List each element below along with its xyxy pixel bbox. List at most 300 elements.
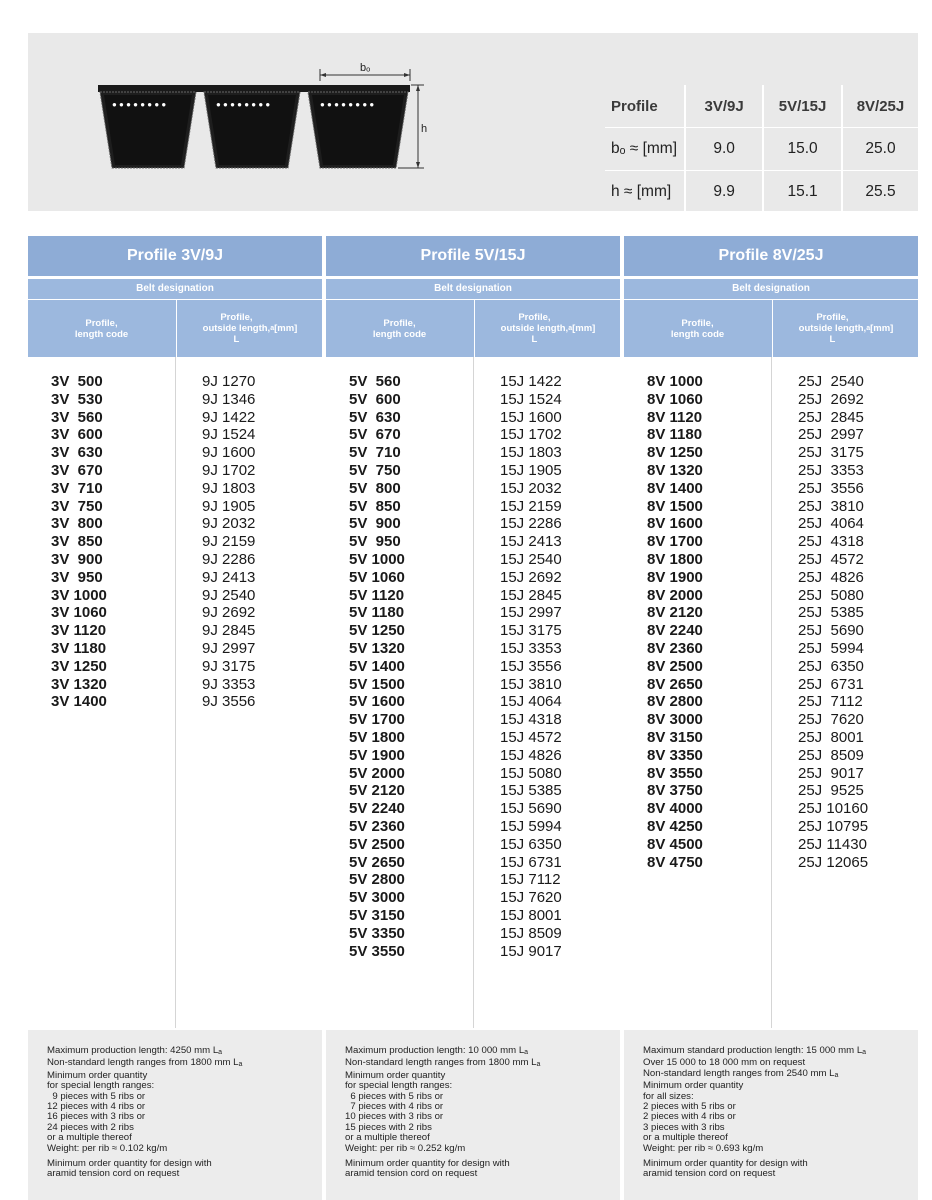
table-row	[624, 818, 918, 836]
length-code: 3V 1060	[51, 604, 107, 622]
outside-length: 15J 6731	[500, 853, 562, 871]
profile-notes	[28, 1030, 322, 1200]
length-code: 8V 3750	[647, 782, 703, 800]
h-dimension-label: h	[421, 123, 428, 135]
note-line: 15 pieces with 2 ribs	[345, 1121, 432, 1133]
table-row	[326, 515, 620, 533]
table-row	[624, 444, 918, 462]
outside-length: 15J 1905	[500, 462, 562, 479]
length-code: 5V 2120	[349, 782, 405, 800]
length-code: 8V 3150	[647, 729, 703, 746]
table-row	[624, 782, 918, 800]
belt-group	[624, 462, 918, 551]
length-code: 5V 3550	[349, 942, 405, 960]
row-label-bo: bₒ ≈ [mm]	[605, 128, 685, 171]
length-code: 8V 1000	[647, 373, 703, 390]
note-line: Minimum order quantity for design with	[643, 1158, 808, 1170]
note-line: 24 pieces with 2 ribs	[47, 1121, 134, 1133]
outside-length: 15J 3353	[500, 640, 562, 657]
length-code: 5V 1600	[349, 693, 405, 711]
note-line: Over 15 000 to 18 000 mm on request	[643, 1057, 806, 1069]
table-row	[624, 391, 918, 409]
cell-h-8v: 25.5	[842, 171, 918, 214]
note-line: 16 pieces with 3 ribs or	[47, 1111, 146, 1123]
outside-length-header: Profile, outside length, L a [mm]	[474, 300, 621, 357]
outside-length: 9J 1270	[202, 373, 256, 390]
outside-length: 15J 3556	[500, 657, 562, 675]
table-row	[326, 640, 620, 658]
cell-bo-5v: 15.0	[763, 128, 842, 171]
belt-group	[624, 640, 918, 729]
notes-text	[345, 1046, 540, 1180]
outside-length: 9J 3556	[202, 693, 256, 711]
table-row	[624, 426, 918, 444]
belt-group	[28, 373, 322, 462]
table-row	[28, 676, 322, 694]
length-code: 8V 1400	[647, 479, 703, 497]
outside-length: 25J 8509	[798, 746, 864, 764]
length-code: 5V 1250	[349, 622, 405, 640]
length-code: 5V 750	[349, 462, 401, 479]
table-row	[326, 676, 620, 694]
table-row	[28, 640, 322, 658]
table-row	[326, 409, 620, 427]
table-row	[326, 444, 620, 462]
length-code: 8V 2800	[647, 693, 703, 711]
belt-list	[326, 357, 620, 1028]
length-code: 5V 1800	[349, 729, 405, 746]
table-row	[624, 658, 918, 676]
svg-text:● ● ● ● ● ● ● ●: ● ● ● ● ● ● ● ●	[320, 100, 375, 109]
table-row	[326, 569, 620, 587]
table-row	[624, 800, 918, 818]
note-line: 2 pieces with 5 ribs or	[643, 1101, 736, 1113]
length-code: 3V 530	[51, 390, 103, 408]
outside-length: 9J 2413	[202, 568, 256, 586]
outside-length-header: Profile, outside length, L a [mm]	[176, 300, 323, 357]
header-5v15j: 5V/15J	[763, 85, 842, 128]
note-line: Minimum order quantity	[47, 1069, 148, 1081]
note-line: aramid tension cord on request	[47, 1168, 180, 1180]
outside-length: 15J 7112	[500, 871, 561, 889]
note-line: Weight: per rib ≈ 0.102 kg/m	[47, 1142, 168, 1154]
length-code: 8V 2120	[647, 604, 703, 622]
cell-h-3v: 9.9	[685, 171, 763, 214]
length-code: 8V 2500	[647, 657, 703, 675]
outside-length: 15J 4826	[500, 746, 562, 764]
outside-length: 25J 2692	[798, 390, 864, 408]
table-row	[28, 409, 322, 427]
outside-length: 25J 2540	[798, 373, 864, 390]
note-line: Minimum order quantity for design with	[345, 1158, 510, 1170]
outside-length: 25J 5385	[798, 604, 864, 622]
length-code: 8V 1320	[647, 462, 703, 479]
note-line: Maximum production length: 4250 mm $L_a$	[47, 1045, 223, 1056]
belt-group	[28, 640, 322, 711]
note-line: or a multiple thereof	[643, 1132, 728, 1144]
length-code: 8V 2240	[647, 622, 703, 640]
belt-group	[624, 373, 918, 462]
outside-length: 25J 3175	[798, 444, 864, 462]
belt-designation-header	[624, 279, 918, 357]
length-code: 3V 600	[51, 426, 103, 444]
note-line: 7 pieces with 4 ribs or	[345, 1101, 444, 1113]
length-code: 5V 900	[349, 515, 401, 533]
length-code: 3V 1120	[51, 622, 107, 640]
belt-designation-label: Belt designation	[326, 279, 620, 300]
outside-length: 25J 9525	[798, 782, 864, 800]
length-code: 3V 750	[51, 497, 103, 515]
outside-length: 25J 10160	[798, 800, 869, 818]
length-code: 5V 1500	[349, 675, 405, 693]
outside-length: 9J 3353	[202, 675, 256, 693]
belt-cross-section-figure	[98, 55, 428, 205]
note-line: aramid tension cord on request	[345, 1168, 478, 1180]
outside-length: 15J 6350	[500, 835, 562, 853]
outside-length: 15J 2540	[500, 551, 562, 568]
notes-text	[47, 1046, 242, 1180]
table-row	[624, 587, 918, 605]
outside-length: 25J 5994	[798, 640, 864, 657]
table-row	[326, 800, 620, 818]
outside-length: 25J 4318	[798, 533, 864, 551]
table-row	[624, 622, 918, 640]
header-profile: Profile	[605, 85, 685, 128]
profile-notes	[624, 1030, 918, 1200]
length-code-header: Profile, length code	[372, 317, 427, 340]
length-code: 8V 3550	[647, 764, 703, 782]
table-row	[624, 515, 918, 533]
length-code: 5V 2500	[349, 835, 405, 853]
outside-length: 15J 1803	[500, 444, 562, 462]
outside-length: 9J 2997	[202, 640, 256, 657]
belt-group	[326, 907, 620, 960]
note-line: 3 pieces with 3 ribs	[643, 1121, 725, 1133]
table-row	[326, 533, 620, 551]
profile-column-title: Profile 3V/9J	[28, 236, 322, 276]
length-code: 8V 2000	[647, 586, 703, 604]
table-row	[326, 907, 620, 925]
table-row	[28, 444, 322, 462]
belt-rib-3	[308, 92, 408, 168]
belt-group	[624, 729, 918, 818]
header-8v25j: 8V/25J	[842, 85, 918, 128]
table-row	[326, 587, 620, 605]
profile-column-3	[624, 236, 918, 1028]
belt-group	[326, 729, 620, 818]
belt-designation-label: Belt designation	[624, 279, 918, 300]
table-row	[624, 640, 918, 658]
table-row	[28, 462, 322, 480]
length-code: 3V 630	[51, 444, 103, 462]
outside-length: 15J 1600	[500, 408, 562, 426]
length-code: 5V 3150	[349, 907, 405, 924]
length-code: 3V 670	[51, 462, 103, 479]
outside-length: 25J 5690	[798, 622, 864, 640]
outside-length: 9J 2286	[202, 551, 256, 568]
length-code: 3V 710	[51, 479, 103, 497]
belt-group	[326, 551, 620, 640]
length-code: 5V 710	[349, 444, 401, 462]
belt-group	[28, 551, 322, 640]
length-code: 5V 1060	[349, 568, 405, 586]
belt-designation-header	[28, 279, 322, 357]
notes-text	[643, 1046, 866, 1180]
table-row	[28, 622, 322, 640]
note-line: 12 pieces with 4 ribs or	[47, 1101, 146, 1113]
length-code: 5V 2650	[349, 853, 405, 871]
length-code: 3V 1180	[51, 640, 107, 657]
outside-length: 15J 2159	[500, 497, 562, 515]
table-row	[326, 462, 620, 480]
note-line: Non-standard length ranges from 1800 mm $L_a$	[345, 1057, 541, 1069]
length-code: 5V 2360	[349, 818, 405, 835]
table-row	[326, 480, 620, 498]
outside-length: 25J 2845	[798, 408, 864, 426]
length-code: 3V 950	[51, 568, 103, 586]
length-code: 8V 1120	[647, 408, 703, 426]
table-row	[624, 498, 918, 516]
outside-length: 25J 4826	[798, 568, 864, 586]
table-row	[624, 765, 918, 783]
profile-column-2	[326, 236, 620, 1028]
length-code: 3V 1400	[51, 693, 107, 711]
length-code: 8V 2360	[647, 640, 703, 657]
outside-length: 9J 1524	[202, 426, 256, 444]
table-row	[326, 925, 620, 943]
table-row	[326, 871, 620, 889]
note-line: Weight: per rib ≈ 0.693 kg/m	[643, 1142, 764, 1154]
outside-length: 15J 4318	[500, 711, 562, 729]
length-code: 5V 1000	[349, 551, 405, 568]
note-line: 6 pieces with 5 ribs or	[345, 1090, 444, 1102]
length-code: 5V 3350	[349, 924, 405, 942]
table-row	[624, 551, 918, 569]
outside-length: 15J 2692	[500, 568, 562, 586]
length-code-header: Profile, length code	[74, 317, 129, 340]
note-line: or a multiple thereof	[47, 1132, 132, 1144]
length-code: 5V 630	[349, 408, 401, 426]
length-code: 3V 800	[51, 515, 103, 533]
length-code: 5V 1400	[349, 657, 405, 675]
table-row	[326, 391, 620, 409]
outside-length: 15J 2032	[500, 479, 562, 497]
table-row	[326, 818, 620, 836]
outside-length: 25J 11430	[798, 835, 867, 853]
table-row	[326, 604, 620, 622]
length-code: 5V 950	[349, 533, 401, 551]
length-code: 8V 1250	[647, 444, 703, 462]
length-code: 5V 1320	[349, 640, 405, 657]
table-row	[28, 693, 322, 711]
profile-notes	[326, 1030, 620, 1200]
outside-length: 25J 5080	[798, 586, 864, 604]
belt-group	[326, 640, 620, 729]
outside-length: 25J 3810	[798, 497, 864, 515]
length-code: 5V 560	[349, 373, 401, 390]
outside-length: 15J 2286	[500, 515, 562, 533]
belt-group	[326, 462, 620, 551]
b-dimension-label: bₒ	[360, 62, 371, 74]
table-row	[28, 498, 322, 516]
header-3v9j: 3V/9J	[685, 85, 763, 128]
cell-bo-8v: 25.0	[842, 128, 918, 171]
table-row	[624, 480, 918, 498]
outside-length: 9J 1422	[202, 408, 256, 426]
note-line: Weight: per rib ≈ 0.252 kg/m	[345, 1142, 466, 1154]
table-row	[624, 729, 918, 747]
belt-group	[326, 818, 620, 907]
length-code: 5V 3000	[349, 889, 405, 907]
table-row	[326, 836, 620, 854]
outside-length: 9J 1346	[202, 390, 256, 408]
table-row	[28, 373, 322, 391]
outside-length: 9J 1905	[202, 497, 256, 515]
table-row	[28, 533, 322, 551]
table-row	[28, 515, 322, 533]
table-row	[326, 551, 620, 569]
cell-bo-3v: 9.0	[685, 128, 763, 171]
outside-length: 25J 10795	[798, 818, 869, 835]
note-line: for all sizes:	[643, 1090, 694, 1102]
profile-column-1	[28, 236, 322, 1028]
note-line: 2 pieces with 4 ribs or	[643, 1111, 736, 1123]
outside-length: 25J 9017	[798, 764, 864, 782]
table-row	[326, 658, 620, 676]
length-code: 8V 1600	[647, 515, 703, 533]
outside-length: 25J 2997	[798, 426, 864, 444]
table-row	[624, 604, 918, 622]
outside-length: 15J 1702	[500, 426, 562, 444]
outside-length: 15J 5690	[500, 800, 562, 818]
table-row	[28, 391, 322, 409]
note-line: Non-standard length ranges from 1800 mm $L_a$	[47, 1057, 243, 1069]
belt-group	[624, 551, 918, 640]
outside-length: 25J 4572	[798, 551, 864, 568]
outside-length: 9J 3175	[202, 657, 256, 675]
length-code: 8V 1500	[647, 497, 703, 515]
outside-length: 25J 6731	[798, 675, 864, 693]
table-row	[326, 747, 620, 765]
outside-length: 15J 3175	[500, 622, 562, 640]
table-row	[326, 782, 620, 800]
outside-length: 9J 2159	[202, 533, 256, 551]
table-row	[28, 658, 322, 676]
note-line: Minimum order quantity	[643, 1080, 744, 1092]
length-code: 8V 4000	[647, 800, 703, 818]
note-line: 10 pieces with 3 ribs or	[345, 1111, 444, 1123]
length-code: 8V 4750	[647, 853, 703, 871]
note-line: for special length ranges:	[345, 1080, 453, 1092]
note-line: Non-standard length ranges from 2540 mm $L_a$	[643, 1067, 839, 1079]
outside-length: 25J 12065	[798, 853, 869, 871]
belt-group	[326, 373, 620, 462]
outside-length: 25J 7620	[798, 711, 864, 729]
table-row	[624, 569, 918, 587]
table-row	[326, 943, 620, 961]
outside-length: 9J 1803	[202, 479, 256, 497]
belt-group	[28, 462, 322, 551]
length-code: 5V 1180	[349, 604, 405, 622]
table-row	[326, 373, 620, 391]
length-code: 5V 2240	[349, 800, 405, 818]
outside-length: 15J 7620	[500, 889, 562, 907]
outside-length: 15J 2845	[500, 586, 562, 604]
outside-length: 25J 4064	[798, 515, 864, 533]
outside-length: 15J 1524	[500, 390, 562, 408]
note-line: Minimum order quantity	[345, 1069, 446, 1081]
table-row	[624, 409, 918, 427]
outside-length: 15J 5080	[500, 764, 562, 782]
length-code: 5V 1120	[349, 586, 405, 604]
outside-length: 15J 3810	[500, 675, 562, 693]
outside-length: 15J 9017	[500, 942, 562, 960]
profile-dimensions-panel	[28, 33, 918, 211]
length-code: 8V 2650	[647, 675, 703, 693]
row-label-h: h ≈ [mm]	[611, 183, 672, 200]
note-line: Maximum standard production length: 15 000 mm $L_a$	[643, 1045, 867, 1056]
outside-length: 9J 2845	[202, 622, 256, 640]
table-row	[28, 604, 322, 622]
outside-length: 25J 6350	[798, 657, 864, 675]
table-row	[326, 693, 620, 711]
profile-column-title: Profile 8V/25J	[624, 236, 918, 276]
note-line: Minimum order quantity for design with	[47, 1158, 212, 1170]
length-code: 5V 800	[349, 479, 401, 497]
length-code: 3V 1000	[51, 586, 107, 604]
table-row	[326, 622, 620, 640]
length-code: 3V 500	[51, 373, 103, 390]
length-code: 5V 2000	[349, 764, 405, 782]
length-code: 3V 1250	[51, 657, 107, 675]
outside-length: 9J 2692	[202, 604, 256, 622]
svg-text:● ● ● ● ● ● ● ●: ● ● ● ● ● ● ● ●	[112, 100, 167, 109]
length-code-header: Profile, length code	[670, 317, 725, 340]
table-row	[28, 569, 322, 587]
outside-length: 15J 5385	[500, 782, 562, 800]
note-line: Maximum production length: 10 000 mm $L_a$	[345, 1045, 529, 1056]
outside-length: 15J 1422	[500, 373, 562, 390]
outside-length: 25J 3556	[798, 479, 864, 497]
table-row	[28, 551, 322, 569]
profile-column-title: Profile 5V/15J	[326, 236, 620, 276]
table-row	[326, 729, 620, 747]
table-row	[326, 498, 620, 516]
length-code: 5V 1700	[349, 711, 405, 729]
table-row	[624, 693, 918, 711]
length-code: 8V 1060	[647, 390, 703, 408]
length-code: 8V 1700	[647, 533, 703, 551]
length-code: 5V 850	[349, 497, 401, 515]
length-code: 5V 1900	[349, 746, 405, 764]
belt-rib-2	[204, 92, 300, 168]
belt-list	[624, 357, 918, 1028]
outside-length: 15J 8509	[500, 924, 562, 942]
table-row	[624, 533, 918, 551]
belt-group	[624, 818, 918, 871]
outside-length-header: Profile, outside length, L a [mm]	[772, 300, 919, 357]
belt-list	[28, 357, 322, 1028]
outside-length: 9J 2032	[202, 515, 256, 533]
table-row	[624, 676, 918, 694]
length-code: 5V 600	[349, 390, 401, 408]
table-row	[28, 426, 322, 444]
table-row	[326, 711, 620, 729]
table-row	[326, 765, 620, 783]
belt-designation-label: Belt designation	[28, 279, 322, 300]
outside-length: 9J 1702	[202, 462, 256, 479]
table-row	[624, 711, 918, 729]
